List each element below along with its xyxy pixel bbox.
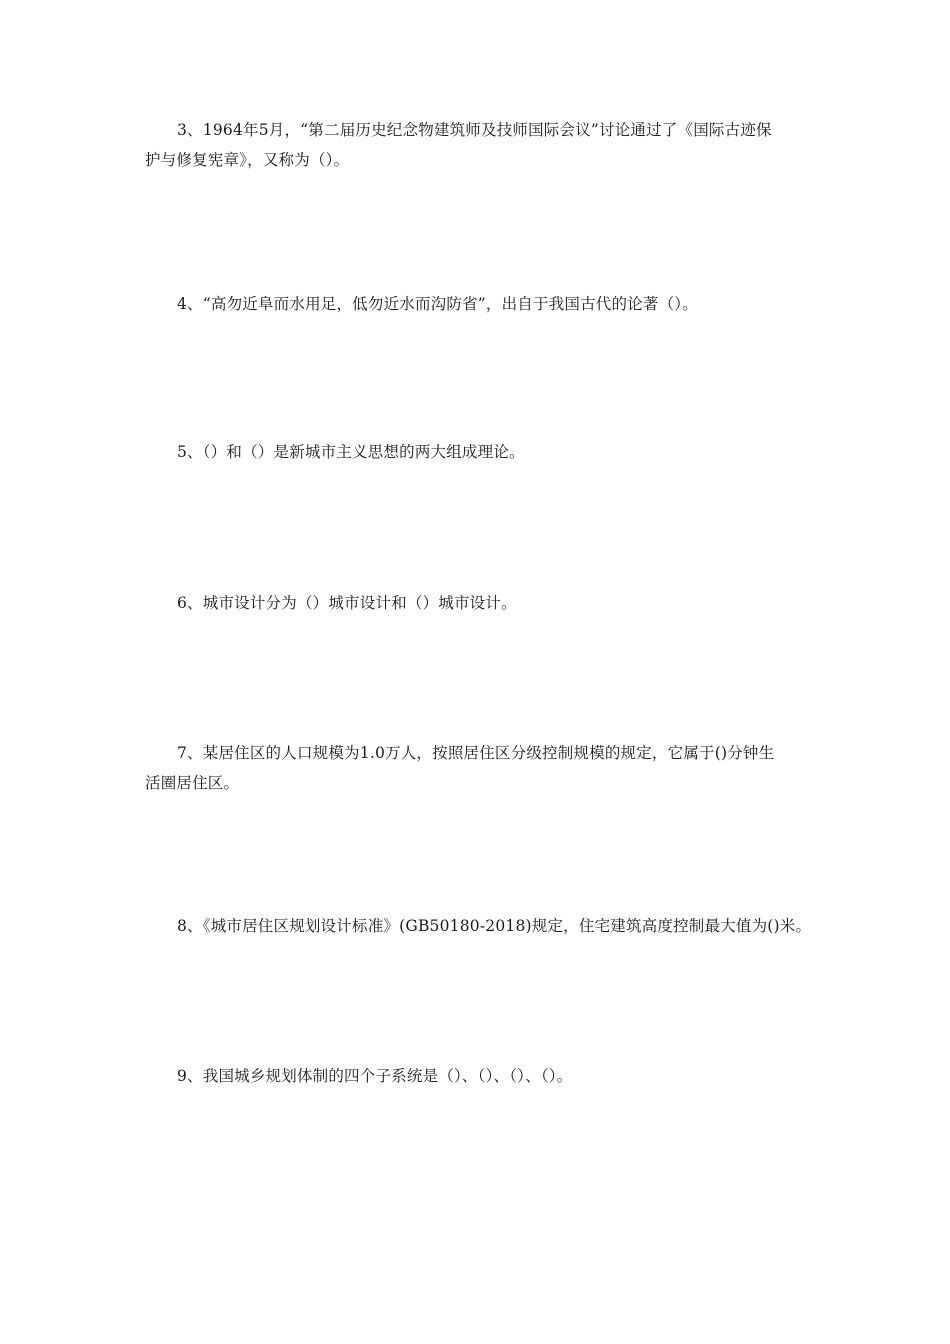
question-5 (145, 437, 835, 467)
question-7-line-1: 7、某居住区的人口规模为1.0万人，按照居住区分级控制规模的规定，它属于()分钟生 (177, 744, 775, 762)
question-7 (145, 738, 835, 798)
question-9 (145, 1061, 835, 1091)
question-8 (145, 911, 835, 941)
question-9-line-1: 9、我国城乡规划体制的四个子系统是（）、（）、（）、（）。 (177, 1067, 573, 1085)
question-3-line-2: 护与修复宪章》，又称为（）。 (145, 151, 350, 169)
question-6-line-1: 6、城市设计分为（）城市设计和（）城市设计。 (177, 594, 517, 612)
question-4 (145, 289, 835, 319)
question-8-line-1: 8、《城市居住区规划设计标准》(GB50180-2018)规定，住宅建筑高度控制最大值为()米。 (177, 917, 812, 935)
question-6 (145, 588, 835, 618)
question-5-line-1: 5、（）和（）是新城市主义思想的两大组成理论。 (177, 443, 525, 461)
question-3 (145, 115, 835, 175)
question-4-line-1: 4、“高勿近阜而水用足，低勿近水而沟防省”，出自于我国古代的论著（）。 (177, 295, 698, 313)
question-7-line-2: 活圈居住区。 (145, 774, 240, 792)
question-3-line-1: 3、1964年5月，“第二届历史纪念物建筑师及技师国际会议”讨论通过了《国际古迹保 (177, 121, 772, 139)
